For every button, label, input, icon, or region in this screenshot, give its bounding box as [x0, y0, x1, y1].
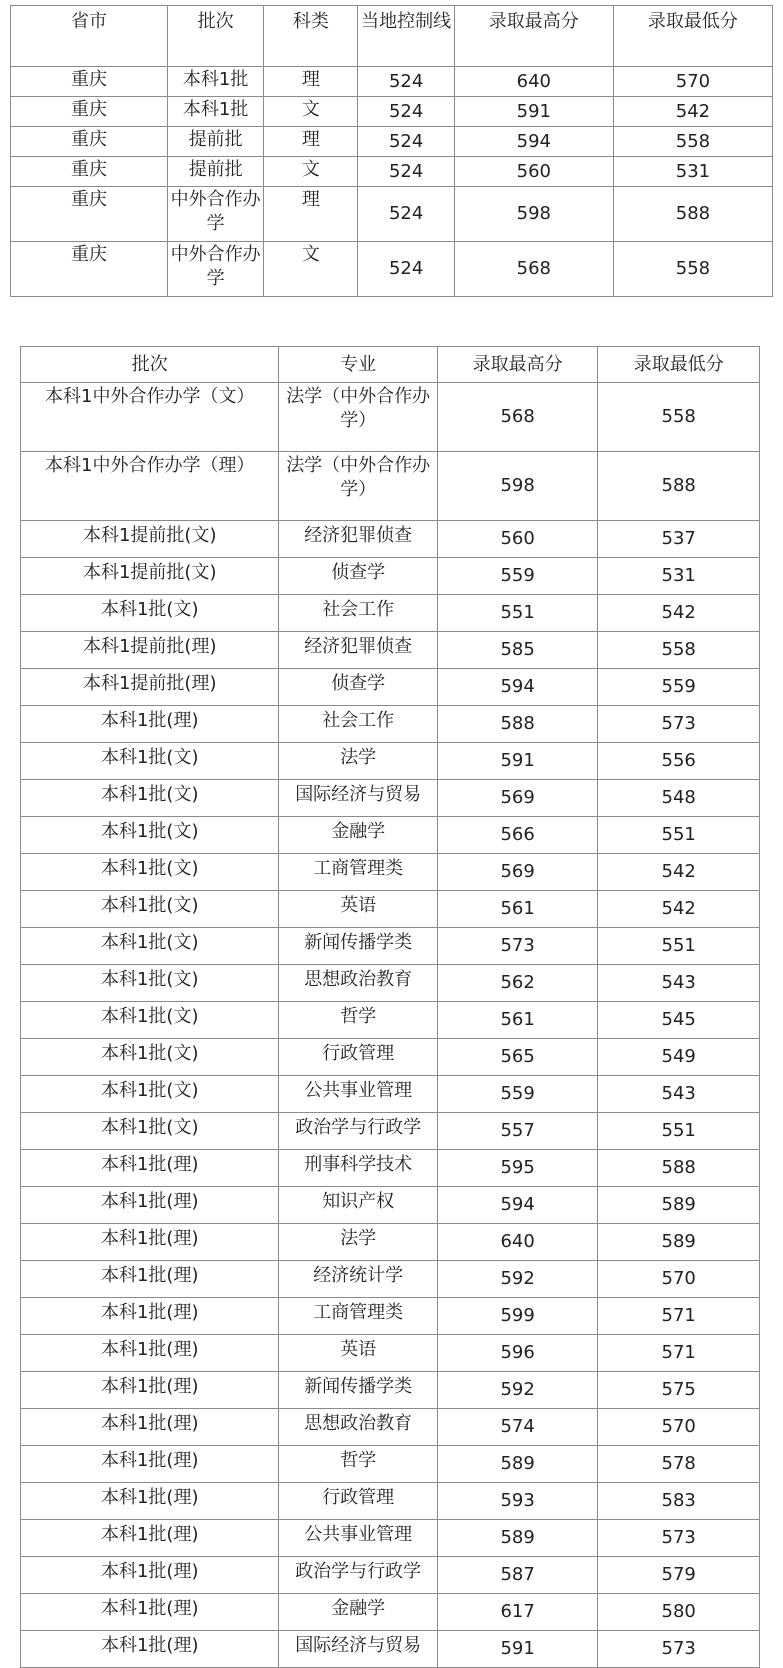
cell-batch: 本科1批(文)	[21, 1002, 279, 1039]
cell-batch: 本科1提前批(理)	[21, 632, 279, 669]
table-row	[11, 242, 773, 297]
cell-min-score: 589	[598, 1224, 760, 1261]
cell-min-score: 588	[598, 1150, 760, 1187]
cell-control-line: 524	[358, 97, 454, 127]
cell-min-score: 580	[598, 1594, 760, 1631]
table-row	[21, 558, 760, 595]
header-major: 专业	[279, 347, 437, 383]
cell-batch: 本科1批(文)	[21, 854, 279, 891]
cell-batch: 本科1提前批(文)	[21, 521, 279, 558]
table-row	[21, 669, 760, 706]
cell-max-score: 585	[437, 632, 598, 669]
table-row	[21, 632, 760, 669]
cell-batch: 本科1批(理)	[21, 1631, 279, 1668]
cell-batch: 本科1批(文)	[21, 1113, 279, 1150]
header-min-score: 录取最低分	[598, 347, 760, 383]
cell-min-score: 588	[598, 452, 760, 521]
table-row	[21, 1298, 760, 1335]
cell-major: 侦查学	[279, 558, 437, 595]
cell-min-score: 537	[598, 521, 760, 558]
cell-max-score: 562	[437, 965, 598, 1002]
cell-max-score: 589	[437, 1520, 598, 1557]
cell-batch: 本科1批(文)	[21, 595, 279, 632]
cell-province: 重庆	[11, 187, 168, 242]
cell-batch: 本科1批(理)	[21, 1557, 279, 1594]
table-row	[21, 1113, 760, 1150]
cell-min-score: 570	[613, 67, 772, 97]
cell-batch: 本科1批(文)	[21, 1039, 279, 1076]
cell-max-score: 598	[454, 187, 613, 242]
cell-major: 工商管理类	[279, 1298, 437, 1335]
table-row	[21, 965, 760, 1002]
cell-max-score: 557	[437, 1113, 598, 1150]
cell-max-score: 593	[437, 1483, 598, 1520]
cell-min-score: 588	[613, 187, 772, 242]
cell-major: 经济统计学	[279, 1261, 437, 1298]
table-row	[21, 1187, 760, 1224]
table-row	[21, 1039, 760, 1076]
table-row	[21, 891, 760, 928]
table-row	[21, 1631, 760, 1668]
cell-major: 法学（中外合作办学）	[279, 383, 437, 452]
table-row	[21, 780, 760, 817]
cell-batch: 本科1批(理)	[21, 1594, 279, 1631]
cell-max-score: 568	[454, 242, 613, 297]
cell-subject-type: 文	[264, 242, 358, 297]
header-row	[11, 6, 773, 67]
cell-min-score: 573	[598, 1520, 760, 1557]
cell-batch: 本科1批(文)	[21, 743, 279, 780]
cell-max-score: 589	[437, 1446, 598, 1483]
table-row	[21, 1076, 760, 1113]
table-row	[11, 97, 773, 127]
cell-min-score: 570	[598, 1409, 760, 1446]
header-batch: 批次	[168, 6, 264, 67]
cell-max-score: 617	[437, 1594, 598, 1631]
cell-major: 哲学	[279, 1002, 437, 1039]
cell-batch: 本科1批(理)	[21, 1224, 279, 1261]
cell-max-score: 594	[437, 669, 598, 706]
cell-major: 社会工作	[279, 595, 437, 632]
cell-batch: 本科1批(理)	[21, 706, 279, 743]
cell-min-score: 551	[598, 1113, 760, 1150]
cell-max-score: 588	[437, 706, 598, 743]
cell-major: 国际经济与贸易	[279, 780, 437, 817]
cell-min-score: 589	[598, 1187, 760, 1224]
header-batch: 批次	[21, 347, 279, 383]
table-row	[21, 928, 760, 965]
header-control-line: 当地控制线	[358, 6, 454, 67]
cell-min-score: 542	[598, 891, 760, 928]
cell-max-score: 574	[437, 1409, 598, 1446]
cell-batch: 本科1批(理)	[21, 1298, 279, 1335]
cell-max-score: 573	[437, 928, 598, 965]
cell-batch: 本科1批(理)	[21, 1150, 279, 1187]
header-province: 省市	[11, 6, 168, 67]
cell-max-score: 640	[437, 1224, 598, 1261]
cell-control-line: 524	[358, 127, 454, 157]
cell-batch: 本科1批(文)	[21, 891, 279, 928]
table-row	[21, 383, 760, 452]
cell-major: 英语	[279, 891, 437, 928]
cell-subject-type: 理	[264, 127, 358, 157]
cell-batch: 本科1批(理)	[21, 1520, 279, 1557]
cell-batch: 本科1批	[168, 97, 264, 127]
table-row	[11, 127, 773, 157]
cell-major: 法学（中外合作办学）	[279, 452, 437, 521]
cell-min-score: 579	[598, 1557, 760, 1594]
cell-major: 法学	[279, 743, 437, 780]
cell-min-score: 548	[598, 780, 760, 817]
cell-batch: 本科1提前批(文)	[21, 558, 279, 595]
header-row	[21, 347, 760, 383]
cell-batch: 中外合作办学	[168, 187, 264, 242]
table-row	[21, 1409, 760, 1446]
cell-min-score: 558	[613, 242, 772, 297]
cell-min-score: 542	[598, 595, 760, 632]
cell-major: 新闻传播学类	[279, 1372, 437, 1409]
cell-subject-type: 理	[264, 187, 358, 242]
cell-min-score: 551	[598, 928, 760, 965]
cell-min-score: 531	[613, 157, 772, 187]
cell-major: 金融学	[279, 817, 437, 854]
cell-batch: 本科1提前批(理)	[21, 669, 279, 706]
cell-min-score: 573	[598, 1631, 760, 1668]
cell-major: 公共事业管理	[279, 1076, 437, 1113]
cell-max-score: 566	[437, 817, 598, 854]
cell-control-line: 524	[358, 242, 454, 297]
cell-max-score: 569	[437, 780, 598, 817]
cell-min-score: 531	[598, 558, 760, 595]
cell-min-score: 570	[598, 1261, 760, 1298]
cell-max-score: 559	[437, 558, 598, 595]
cell-control-line: 524	[358, 157, 454, 187]
province-score-table	[10, 5, 773, 297]
header-max-score: 录取最高分	[437, 347, 598, 383]
cell-max-score: 594	[437, 1187, 598, 1224]
cell-province: 重庆	[11, 67, 168, 97]
cell-subject-type: 文	[264, 157, 358, 187]
table-row	[21, 1261, 760, 1298]
table-row	[11, 187, 773, 242]
table-row	[21, 1520, 760, 1557]
cell-min-score: 571	[598, 1335, 760, 1372]
cell-batch: 本科1批(文)	[21, 965, 279, 1002]
major-score-table	[20, 346, 760, 1668]
cell-major: 新闻传播学类	[279, 928, 437, 965]
cell-max-score: 561	[437, 891, 598, 928]
cell-max-score: 592	[437, 1261, 598, 1298]
cell-max-score: 565	[437, 1039, 598, 1076]
cell-batch: 本科1中外合作办学（文）	[21, 383, 279, 452]
table-row	[21, 521, 760, 558]
cell-major: 国际经济与贸易	[279, 1631, 437, 1668]
cell-major: 行政管理	[279, 1483, 437, 1520]
cell-batch: 本科1批(理)	[21, 1335, 279, 1372]
cell-major: 哲学	[279, 1446, 437, 1483]
cell-min-score: 558	[613, 127, 772, 157]
cell-major: 思想政治教育	[279, 1409, 437, 1446]
table-row	[21, 1150, 760, 1187]
table-row	[21, 1557, 760, 1594]
cell-min-score: 558	[598, 383, 760, 452]
cell-max-score: 596	[437, 1335, 598, 1372]
cell-province: 重庆	[11, 97, 168, 127]
table-row	[21, 1002, 760, 1039]
cell-batch: 提前批	[168, 127, 264, 157]
cell-max-score: 599	[437, 1298, 598, 1335]
cell-major: 侦查学	[279, 669, 437, 706]
cell-major: 思想政治教育	[279, 965, 437, 1002]
cell-min-score: 559	[598, 669, 760, 706]
table-row	[21, 1335, 760, 1372]
cell-max-score: 568	[437, 383, 598, 452]
cell-subject-type: 文	[264, 97, 358, 127]
cell-max-score: 587	[437, 1557, 598, 1594]
table-row	[21, 1372, 760, 1409]
cell-batch: 本科1批	[168, 67, 264, 97]
cell-major: 工商管理类	[279, 854, 437, 891]
cell-major: 社会工作	[279, 706, 437, 743]
cell-major: 经济犯罪侦查	[279, 521, 437, 558]
cell-batch: 本科1批(文)	[21, 817, 279, 854]
cell-batch: 本科1中外合作办学（理）	[21, 452, 279, 521]
cell-major: 政治学与行政学	[279, 1113, 437, 1150]
cell-max-score: 591	[437, 743, 598, 780]
cell-min-score: 542	[613, 97, 772, 127]
cell-min-score: 543	[598, 1076, 760, 1113]
cell-max-score: 598	[437, 452, 598, 521]
cell-province: 重庆	[11, 127, 168, 157]
cell-min-score: 543	[598, 965, 760, 1002]
cell-min-score: 573	[598, 706, 760, 743]
cell-max-score: 560	[437, 521, 598, 558]
cell-batch: 本科1批(理)	[21, 1187, 279, 1224]
cell-control-line: 524	[358, 67, 454, 97]
table-row	[21, 595, 760, 632]
cell-max-score: 595	[437, 1150, 598, 1187]
cell-batch: 本科1批(理)	[21, 1446, 279, 1483]
cell-max-score: 594	[454, 127, 613, 157]
cell-max-score: 591	[454, 97, 613, 127]
cell-major: 行政管理	[279, 1039, 437, 1076]
table-row	[11, 67, 773, 97]
table-row	[11, 157, 773, 187]
cell-max-score: 560	[454, 157, 613, 187]
cell-major: 经济犯罪侦查	[279, 632, 437, 669]
cell-batch: 本科1批(理)	[21, 1261, 279, 1298]
cell-major: 金融学	[279, 1594, 437, 1631]
cell-major: 公共事业管理	[279, 1520, 437, 1557]
cell-max-score: 551	[437, 595, 598, 632]
table-row	[21, 1224, 760, 1261]
cell-province: 重庆	[11, 157, 168, 187]
cell-major: 法学	[279, 1224, 437, 1261]
cell-min-score: 549	[598, 1039, 760, 1076]
cell-batch: 提前批	[168, 157, 264, 187]
cell-province: 重庆	[11, 242, 168, 297]
table-row	[21, 817, 760, 854]
cell-min-score: 551	[598, 817, 760, 854]
cell-max-score: 569	[437, 854, 598, 891]
cell-subject-type: 理	[264, 67, 358, 97]
cell-major: 政治学与行政学	[279, 1557, 437, 1594]
cell-batch: 本科1批(文)	[21, 928, 279, 965]
cell-batch: 本科1批(理)	[21, 1483, 279, 1520]
table-row	[21, 1483, 760, 1520]
table-row	[21, 854, 760, 891]
table-row	[21, 706, 760, 743]
cell-batch: 本科1批(理)	[21, 1409, 279, 1446]
cell-min-score: 558	[598, 632, 760, 669]
cell-min-score: 583	[598, 1483, 760, 1520]
cell-major: 英语	[279, 1335, 437, 1372]
header-min-score: 录取最低分	[613, 6, 772, 67]
cell-max-score: 592	[437, 1372, 598, 1409]
table-row	[21, 1594, 760, 1631]
header-subject-type: 科类	[264, 6, 358, 67]
cell-min-score: 575	[598, 1372, 760, 1409]
cell-max-score: 591	[437, 1631, 598, 1668]
cell-batch: 本科1批(文)	[21, 1076, 279, 1113]
cell-min-score: 578	[598, 1446, 760, 1483]
cell-min-score: 556	[598, 743, 760, 780]
cell-max-score: 559	[437, 1076, 598, 1113]
cell-major: 刑事科学技术	[279, 1150, 437, 1187]
cell-max-score: 561	[437, 1002, 598, 1039]
cell-min-score: 571	[598, 1298, 760, 1335]
cell-major: 知识产权	[279, 1187, 437, 1224]
cell-control-line: 524	[358, 187, 454, 242]
cell-min-score: 545	[598, 1002, 760, 1039]
table-row	[21, 452, 760, 521]
cell-batch: 本科1批(理)	[21, 1372, 279, 1409]
header-max-score: 录取最高分	[454, 6, 613, 67]
cell-min-score: 542	[598, 854, 760, 891]
cell-max-score: 640	[454, 67, 613, 97]
cell-batch: 本科1批(文)	[21, 780, 279, 817]
table-row	[21, 743, 760, 780]
cell-batch: 中外合作办学	[168, 242, 264, 297]
table-row	[21, 1446, 760, 1483]
